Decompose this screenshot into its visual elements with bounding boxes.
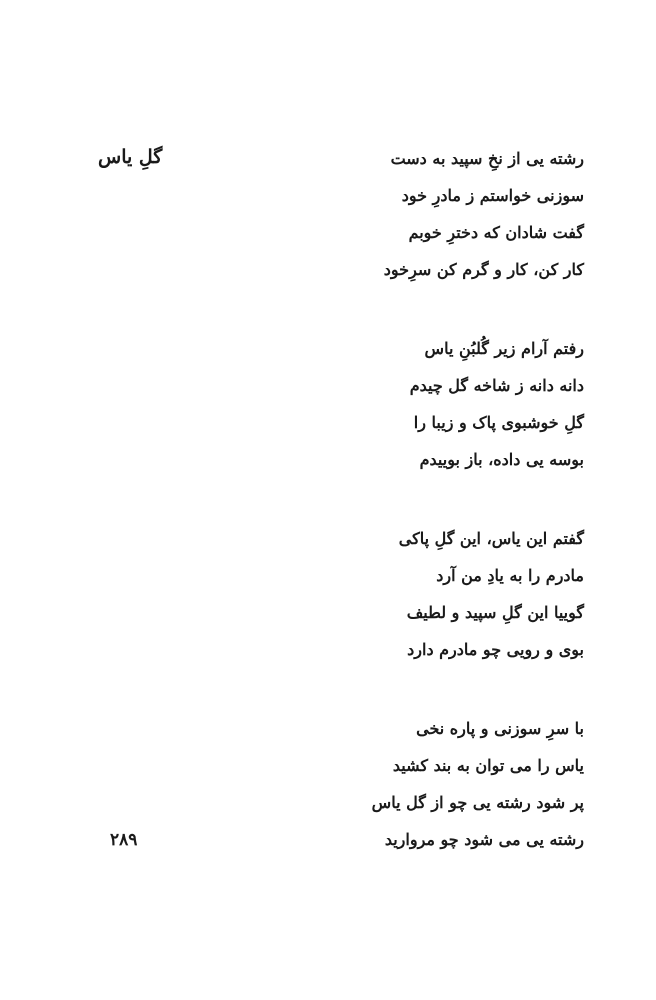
- poem-line: بوسه یی داده، باز بوییدم: [419, 450, 584, 469]
- poem-line: پر شود رشته یی چو از گل یاس: [371, 793, 584, 812]
- poem-line: یاس را می توان به بند کشید: [392, 756, 584, 775]
- poem-line: سوزنی خواستم ز مادرِ خود: [401, 186, 584, 205]
- poem-title: گلِ یاس: [98, 146, 163, 168]
- poem-body: [264, 140, 584, 858]
- stanza: [264, 140, 584, 288]
- stanza: [264, 520, 584, 668]
- poem-line: با سرِ سوزنی و پاره نخی: [416, 719, 584, 738]
- poem-line: رشته یی می شود چو مروارید: [384, 830, 584, 849]
- poem-line: مادرم را به یادِ من آرد: [436, 566, 584, 585]
- poem-line: گفت شادان که دخترِ خوبم: [408, 223, 584, 242]
- poem-line: بوی و رویی چو مادرم دارد: [407, 640, 584, 659]
- page-number: ۲۸۹: [110, 830, 138, 850]
- stanza: [264, 330, 584, 478]
- poem-line: دانه دانه ز شاخه گل چیدم: [409, 376, 584, 395]
- poem-line: گلِ خوشبوی پاک و زیبا را: [413, 413, 584, 432]
- poem-line: رشته یی از نخِ سپید به دست: [390, 149, 584, 168]
- poem-line: گوییا این گلِ سپید و لطیف: [406, 603, 584, 622]
- stanza: [264, 710, 584, 858]
- poem-line: گفتم این یاس، این گلِ پاکی: [398, 529, 584, 548]
- poem-line: کار کن، کار و گرم کن سرِخود: [383, 260, 584, 279]
- poem-line: رفتم آرام زیر گُلبُنِ یاس: [424, 339, 584, 358]
